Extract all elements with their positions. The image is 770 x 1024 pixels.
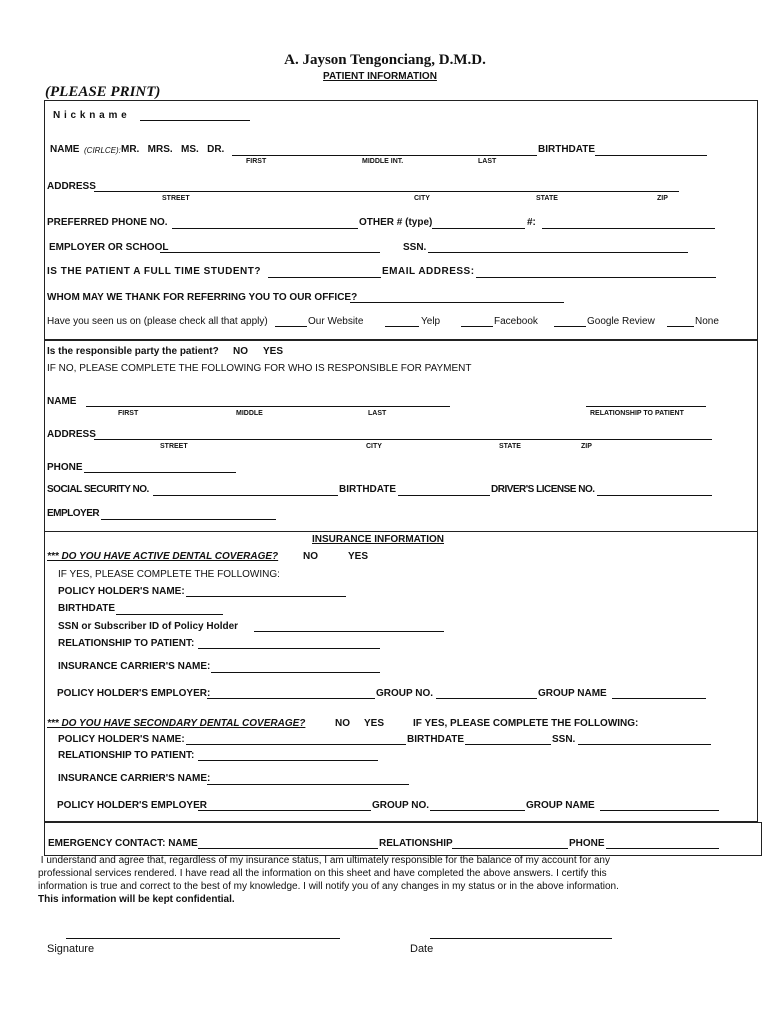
preferred-phone-field[interactable] — [172, 228, 358, 229]
sec-carrier-field[interactable] — [207, 784, 409, 785]
student-field[interactable] — [268, 277, 381, 278]
seen-us-label: Have you seen us on (please check all that apply) — [47, 316, 268, 327]
secondary-no[interactable]: NO — [335, 718, 350, 729]
emergency-name-label: EMERGENCY CONTACT: NAME — [48, 838, 198, 849]
holder-employer-label: POLICY HOLDER'S EMPLOYER: — [57, 688, 211, 699]
yelp-option: Yelp — [421, 316, 441, 327]
confidential-note: This information will be kept confidential. — [38, 894, 235, 905]
resp-name-label: NAME — [47, 396, 77, 407]
primary-if-yes: IF YES, PLEASE COMPLETE THE FOLLOWING: — [58, 569, 280, 580]
sec-holder-name-field[interactable] — [186, 744, 406, 745]
resp-employer-field[interactable] — [101, 519, 276, 520]
ssn-field[interactable] — [428, 252, 688, 253]
emergency-relationship-label: RELATIONSHIP — [379, 838, 453, 849]
doctor-name: A. Jayson Tengonciang, D.M.D. — [284, 52, 486, 68]
other-number-field[interactable] — [542, 228, 715, 229]
other-number-label: #: — [527, 217, 536, 228]
resp-license-label: DRIVER'S LICENSE NO. — [491, 484, 595, 495]
resp-first-caption: FIRST — [118, 410, 139, 417]
birthdate-field[interactable] — [595, 155, 707, 156]
employer-school-label: EMPLOYER OR SCHOOL — [49, 242, 169, 253]
resp-birthdate-field[interactable] — [398, 495, 490, 496]
referral-label: WHOM MAY WE THANK FOR REFERRING YOU TO OUR OFFICE? — [47, 292, 358, 303]
primary-coverage-question: *** DO YOU HAVE ACTIVE DENTAL COVERAGE? — [47, 551, 279, 562]
signature-field[interactable] — [66, 938, 340, 939]
zip-caption: ZIP — [657, 195, 668, 202]
responsible-yes[interactable]: YES — [263, 346, 284, 357]
first-caption: FIRST — [246, 158, 267, 165]
referral-field[interactable] — [350, 302, 564, 303]
name-label: NAME — [50, 144, 80, 155]
responsible-instruction: IF NO, PLEASE COMPLETE THE FOLLOWING FOR WHO IS RESPONSIBLE FOR PAYMENT — [47, 363, 472, 374]
emergency-name-field[interactable] — [198, 848, 378, 849]
website-option: Our Website — [308, 316, 364, 327]
emergency-relationship-field[interactable] — [452, 848, 568, 849]
holder-name-field[interactable] — [186, 596, 346, 597]
facebook-option: Facebook — [494, 316, 538, 327]
other-type-field[interactable] — [432, 228, 525, 229]
resp-ssn-label: SOCIAL SECURITY NO. — [47, 484, 149, 495]
sec-relationship-label: RELATIONSHIP TO PATIENT: — [58, 750, 195, 761]
resp-last-caption: LAST — [368, 410, 387, 417]
sec-birthdate-label: BIRTHDATE — [407, 734, 465, 745]
sec-birthdate-field[interactable] — [465, 744, 551, 745]
nickname-label: N i c k n a m e — [53, 110, 128, 121]
carrier-field[interactable] — [211, 672, 380, 673]
city-caption: CITY — [414, 195, 430, 202]
secondary-yes[interactable]: YES — [364, 718, 385, 729]
resp-relationship-caption: RELATIONSHIP TO PATIENT — [590, 410, 684, 417]
email-field[interactable] — [476, 277, 716, 278]
street-caption: STREET — [162, 195, 190, 202]
sec-relationship-field[interactable] — [198, 760, 378, 761]
agreement-line-1: I understand and agree that, regardless of my insurance status, I am ultimately responsible for the balance of my account for any — [38, 855, 610, 866]
resp-state-caption: STATE — [499, 443, 521, 450]
resp-zip-caption: ZIP — [581, 443, 592, 450]
resp-address-label: ADDRESS — [47, 429, 96, 440]
sec-holder-name-label: POLICY HOLDER'S NAME: — [58, 734, 185, 745]
insurance-heading: INSURANCE INFORMATION — [312, 534, 445, 545]
none-option: None — [695, 316, 719, 327]
emergency-phone-label: PHONE — [569, 838, 605, 849]
sec-ssn-field[interactable] — [578, 744, 711, 745]
address-label: ADDRESS — [47, 181, 96, 192]
resp-middle-caption: MIDDLE — [236, 410, 263, 417]
primary-no[interactable]: NO — [303, 551, 318, 562]
none-check[interactable] — [667, 326, 694, 327]
sec-ssn-label: SSN. — [552, 734, 576, 745]
resp-phone-field[interactable] — [84, 472, 236, 473]
resp-relationship-field[interactable] — [586, 406, 706, 407]
resp-phone-label: PHONE — [47, 462, 83, 473]
last-caption: LAST — [478, 158, 497, 165]
group-no-label: GROUP NO. — [376, 688, 434, 699]
form-subtitle: PATIENT INFORMATION — [323, 71, 437, 82]
holder-birthdate-label: BIRTHDATE — [58, 603, 116, 614]
date-field[interactable] — [430, 938, 612, 939]
google-review-option: Google Review — [587, 316, 655, 327]
ssn-subscriber-label: SSN or Subscriber ID of Policy Holder — [58, 621, 239, 632]
group-name-label: GROUP NAME — [538, 688, 607, 699]
date-label: Date — [410, 943, 434, 955]
birthdate-label: BIRTHDATE — [538, 144, 596, 155]
sec-group-no-label: GROUP NO. — [372, 800, 430, 811]
relationship-field[interactable] — [198, 648, 380, 649]
holder-name-label: POLICY HOLDER'S NAME: — [58, 586, 185, 597]
preferred-phone-label: PREFERRED PHONE NO. — [47, 217, 168, 228]
resp-address-field[interactable] — [94, 439, 712, 440]
agreement-line-3: information is true and correct to the best of my knowledge. I will notify you of any changes in my status or in the above information. — [38, 881, 619, 892]
resp-city-caption: CITY — [366, 443, 382, 450]
student-label: IS THE PATIENT A FULL TIME STUDENT? — [47, 266, 261, 277]
resp-license-field[interactable] — [597, 495, 712, 496]
middle-caption: MIDDLE INT. — [362, 158, 404, 165]
group-name-field[interactable] — [612, 698, 706, 699]
emergency-phone-field[interactable] — [606, 848, 719, 849]
sec-holder-employer-label: POLICY HOLDER'S EMPLOYER — [57, 800, 207, 811]
sec-holder-employer-field[interactable] — [198, 810, 371, 811]
sec-group-name-field[interactable] — [600, 810, 719, 811]
primary-yes[interactable]: YES — [348, 551, 369, 562]
state-caption: STATE — [536, 195, 558, 202]
yelp-check[interactable] — [385, 326, 419, 327]
agreement-line-2: professional services rendered. I have read all the information on this sheet and have completed the above answers. I certify this — [38, 868, 607, 879]
sec-group-no-field[interactable] — [430, 810, 525, 811]
email-label: EMAIL ADDRESS: — [382, 266, 475, 277]
resp-birthdate-label: BIRTHDATE — [339, 484, 397, 495]
sec-carrier-label: INSURANCE CARRIER'S NAME: — [58, 773, 211, 784]
secondary-coverage-question: *** DO YOU HAVE SECONDARY DENTAL COVERAGE? — [47, 718, 306, 729]
facebook-check[interactable] — [461, 326, 493, 327]
sec-group-name-label: GROUP NAME — [526, 800, 595, 811]
holder-birthdate-field[interactable] — [116, 614, 223, 615]
google-review-check[interactable] — [554, 326, 586, 327]
address-field[interactable] — [94, 191, 679, 192]
responsible-question: Is the responsible party the patient? — [47, 346, 219, 357]
title-options[interactable]: MR. MRS. MS. DR. — [121, 144, 225, 155]
group-no-field[interactable] — [436, 698, 537, 699]
holder-employer-field[interactable] — [207, 698, 375, 699]
nickname-field[interactable] — [140, 120, 250, 121]
responsible-no[interactable]: NO — [233, 346, 248, 357]
resp-name-field[interactable] — [86, 406, 450, 407]
employer-school-field[interactable] — [160, 252, 380, 253]
ssn-subscriber-field[interactable] — [254, 631, 444, 632]
carrier-label: INSURANCE CARRIER'S NAME: — [58, 661, 211, 672]
ssn-label: SSN. — [403, 242, 427, 253]
resp-street-caption: STREET — [160, 443, 188, 450]
secondary-if-yes: IF YES, PLEASE COMPLETE THE FOLLOWING: — [413, 718, 639, 729]
resp-ssn-field[interactable] — [153, 495, 338, 496]
signature-label: Signature — [47, 943, 95, 955]
other-type-label: OTHER # (type) — [359, 217, 433, 228]
name-field[interactable] — [232, 155, 537, 156]
circle-label: (CIRLCE): — [84, 146, 121, 155]
resp-employer-label: EMPLOYER — [47, 508, 100, 519]
relationship-label: RELATIONSHIP TO PATIENT: — [58, 638, 195, 649]
please-print: (PLEASE PRINT) — [45, 84, 161, 100]
website-check[interactable] — [275, 326, 307, 327]
